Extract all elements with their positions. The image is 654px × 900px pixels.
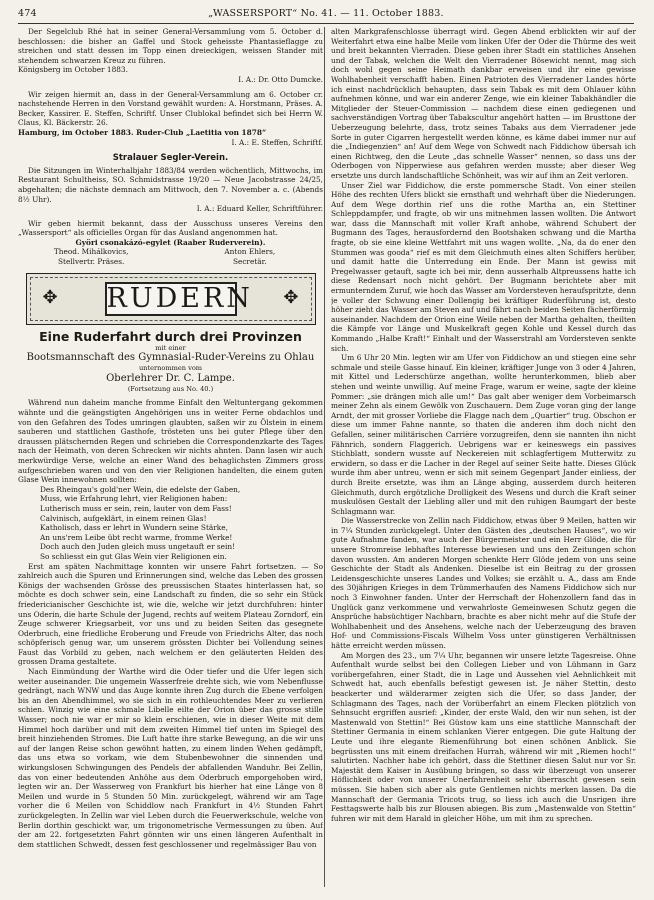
article-subtitle: Bootsmannschaft des Gymnasial-Ruder-Vereins zu Ohlau [26, 352, 315, 364]
signatory-secretary-role: Secretär. [232, 257, 267, 267]
article-paragraph: Um 6 Uhr 20 Min. legten wir am Ufer von Fiddichow an und stiegen eine sehr schmale und steile Gasse hinauf. Ein kleiner, kräftiger Junge von 3 oder 4 Jahren, mit Kittel und Lederschürze angethan, wollte herunterkommen, blieb aber stehen und weinte unwillig. Auf meine Frage, warum er weine, sagte der kleine Pommer: „sie drängen mich alle um!“ Das galt aber weniger dem Vorbeimarsch meiner Zehn als einem Gewölk von Zuschauern. Dem Zuge voran ging der lange Arndt, der mit grosser Vorliebe die Flagge nach dem „Quartier“ trug. Obschon er diese um immer Fahne nannte, so thaten die anderen ihm doch nicht den Gefallen, seiner militärischen Carrière vorzugreifen, denn sie nannten ihn nicht Fähnrich, sondern Flaggerich. Uebrigens war er keineswegs ein passives Stichblatt, sondern wusste auf Neckereien mit schlagfertigem Mutterwitz zu erwidern, so dass er die Lacher in der Regel auf seiner Seite hatte. Dieses Glück wurde ihm aber untreu, wenn er sich mit seinem Gegenpart Jander einliess, der durch Breite ersetzte, was ihm an Länge abging, ausserdem durch heiteren Gleichmuth, durch ergötzliche Drolligkeit des Wesens und durch die Kraft seiner muskulösen Gestalt der Liebling aller und mit den ruhigen Baumgart der beste Schlagmann war. [331, 353, 636, 516]
verse-line: So schliesst ein gut Glas Wein vier Religionen ein. [40, 551, 227, 561]
article-unternommen: unternommen vom [138, 364, 203, 373]
gyori-notice: Wir geben hiermit bekannt, dass der Ausschuss unseres Vereins den „Wassersport“ als officielles Organ für das Ausland angenommen hat. [18, 218, 323, 238]
article-continuation: (Fortsetzung aus No. 40.) [127, 384, 214, 393]
notice-laetitia: Wir zeigen hiermit an, dass in der General-Versammlung am 6. October cr. nachstehende Herren in den Vorstand gewählt wurden: A. Horstmann, Präses. A. Becker, Kassirer. E. Steffen, Schriftf. Unser Clublokal befindet sich bei Herrn W. Claus, Kl. Bäckerstr. 26. [18, 89, 323, 128]
verse-line: Lutherisch muss er sein, rein, lauter von dem Fass! [40, 503, 232, 513]
stralauer-heading: Stralauer Segler-Verein. [112, 153, 229, 164]
notice-segelclub-place: Königsberg im October 1883. [18, 65, 128, 75]
verse-line: An uns'rem Leibe übt recht warme, fromme Werke! [40, 532, 233, 542]
article-paragraph: Während nun daheim manche fromme Einfalt den Weltuntergang gekommen wähnte und die geängstigten Angehörigen uns in weiter Ferne obdachlos und von den Gefahren des Todes umringen glaubten, saßen wir zu Ölstein in einem sauberen und stattlichen Gasthofe, trösteten uns bei guter Pflege über den draussen plätschernden Regen und schrieben die Correspondenzkarte des Tages nach der Heimath, von deren Schrecken wir nichts ahnten. Dann lasen wir auch merkwürdige Verse, welche an einer Wand des behaglichsten Zimmers gross aufgeschrieben waren und von den vier Religionen handelten, die einem guten Glase Wein innewohnen sollten: [18, 398, 323, 485]
verse-line: Katholisch, dass er lehrt in Wundern seine Stärke, [40, 523, 228, 533]
left-column [18, 27, 323, 892]
article-author: Oberlehrer Dr. C. Lampe. [106, 372, 235, 384]
notice-segelclub: Der Segelclub Rhé hat in seiner General-Versammlung vom 5. October d. beschlossen: die bisher an Gaffel und Stock geheisste Phantasieflagge zu streichen und statt dessen im Topp einen dreieckigen, weissen Stander mit stehendem schwarzen Kreuz zu führen. [18, 27, 323, 65]
signatory-president: Theod. Mihálkovics, [53, 247, 129, 257]
article-paragraph: Erst am späten Nachmittage konnten wir unsere Fahrt fortsetzen. — So zahlreich auch die Spuren und Erinnerungen sind, welche das Leben des grossen Königs der wachsenden Grösse des preussischen Staates hinterlassen hat, so möchte es doch schwer sein, eine Landschaft zu finden, die so sehr ein Stück friedericianischer Geschichte ist, wie die, welche wir jetzt durchfuhren: hinter uns Oderin, die harte Schule der Jugend, rechts auf weitem Plateau Zorndorf, ein Zeuge schwerer Kriegsarbeit, vor uns und zu beiden Seiten das gesegnete Oderbruch, eine friedliche Eroberung und Freude von Friedrichs Alter, das noch schöpferisch genug war, um unserem grössten Dichter bei Vollendung seines Faust das Vorbild zu geben, nach welchem er den geläuterten Helden des grossen Drama gestaltete. [18, 561, 323, 667]
header-rule [18, 23, 634, 24]
article-paragraph: alten Markgrafenschlosse überragt wird. Gegen Abend erblickten wir auf der Weiterfahrt etwa eine halbe Meile vom linken Ufer der Oder die Thürme des weit und breit bekannten Vierraden. Diese geben ihrer Stadt ein stattliches Ansehen und der Tabak, welchen die Welt den Vierradener Bösewicht nennt, mag sich doch wohl gegen seine Heimath dankbar erweisen und ihr eine gewisse Wohlhabenheit verschafft haben. Einen Patrioten des Vierradener Landes hörte ich einst nachdrücklich behaupten, dass sein Tabak es mit dem Ohlauer kühn aufnehmen könne, und war ein anderer Zenge, wie ein kleiner Tabakhändler die Mitglieder der Steuer-Commission — nachdem diese einen gediegenen und sachverständigen Vortrag über Tabakscultur angehört hatten — im Brusttone der Ueberzeugung belehrte, dass, trotz seines Tabaks aus dem Vierradener jede Sorte in guter Cigarren hergestellt werden könne, es käme dabei immer nur auf die „Indiegenzien“ an! Auf dem Wege von Schwedt nach Fiddichow übersah ich einen Richtweg, den die Leute „das schnelle Wasser“ nennen, so dass uns der Oderbogen von Nipperwiese aus gefahren werden musste; aber dieser Weg ersetzte uns durch landschaftliche Schönheit, was wir auf ihm an Zeit verloren. [331, 27, 636, 180]
stralauer-signature: I. A.: Eduard Keller, Schriftführer. [196, 204, 323, 214]
article-paragraph: Am Morgen des 23., um 7¼ Uhr, begannen wir unsere letzte Tagesreise. Ohne Aufenthalt wurde selbst bei den Collegen Lieber und von Lühmann in Garz vorübergefahren, einer Stadt, die in Lage und Aussehen viel Aehnlichkeit mit Schwedt hat, auch ebenfalls befestigt gewesen ist. Je näher Stettin, desto beackerter und wälderarmer zeigten sich die Ufer, so dass Jander, der Schlagmann des Tages, nach der Vorüberfahrt an einem Flecken plötzlich von Sehnsucht ergriffen ausrief: „Kinder, der erste Wald, den wir nun sehen, ist der Mastenwald von Stettin!“ Bei Güstow kam uns eine stattliche Mannschaft der Stettiner Germania in einem schlanken Vierer entgegen. Die gute Haltung der Leute und ihre elegante Riemenführung bot einen schönen Anblick. Sie begrüssten uns mit einem dreifachen Hurrah, während wir mit „Riemen hoch!“ salutirten. Nachher habe ich gehört, dass die Stettiner diesen Salut nur vor Sr. Majestät dem Kaiser in Ausübung bringen, so dass wir überzeugt von unserer Höflichkeit oder von unserer Unerfahrenheit sehr überrascht gewesen sein müssen. Sie haben sich aber als gute Gentlemen nichts merken lassen. Da die Mannschaft der Germania Tricots trug, so liess ich auch die Unsrigen ihre Festtagswerte halb bis zur Blousen abiegen. Bis zum „Mastenwalde von Stettin“ fuhren wir mit dem Harald in gleicher Höhe, um mit ihm zu sprechen. [331, 650, 636, 823]
verse-line: Des Rheingau's gold'ner Wein, die edelste der Gaben, [40, 484, 241, 494]
running-header [18, 8, 634, 22]
right-column [331, 27, 636, 892]
notice-laetitia-line: Hamburg, im October 1883. Ruder-Club „Laetitia von 1878“ [18, 127, 267, 137]
stralauer-text: Die Sitzungen im Winterhalbjahr 1883/84 werden wöchentlich, Mittwochs, im Restaurant Schultheiss, SO. Schmidstrasse 19/20 — Neue Jacobstrasse 24/25, abgehalten; die nächste demnach am Mittwoch, den 7. November a. c. (Abends 8½ Uhr). [18, 165, 323, 204]
article-paragraph: Unser Ziel war Fiddichow, die erste pommersche Stadt. Von einer steilen Höhe des rechten Ufers blickt sie ernsthaft und wehrhaft über die Niederungen. Auf dem Wege dorthin rief uns die rothe Martha an, ein Stettiner Schleppdampfer, und fragte, ob wir uns mitnehmen lassen wollten. Die Antwort war, dass die Mannschaft mit voller Kraft anhobe, während Schubert der Bugmann des Tages, herausfordernd den Bootshaken schwang und die Martha fragte, ob sie eine kleine Wettfahrt mit uns wagen wollte. „Na, da do ener den Stummen was gooda“ rief es mit dem Gleichmuth eines alten Schiffers herüber, und damit hatte die Unterredung ein Ende. Der Mann ist gewiss mit Pregelwasser getauft, sagte ich bei mir, denn ausserhalb Altpreussens hatte ich diese Redensart noch nicht gehört. Der Bugmann berichtete aber mit ermunterndem Zuruf, wie hoch das Wasser am Vordersteven heraufspritzte, denn je voller der Schwung einer Dollengig bei kräftiger Ruderführung ist, desto höher zieht das Wasser am Steven auf und fährt nach beiden Seiten fächerförmig auseinander. Nachdem der Orion eine Weile neben der Martha gehalten, theilten die Kämpfe vor Länge und Muskelkraft gegen Kohle und Kessel durch das Kommando „Halbe Kraft!“ Einhalt und der Wasserstrahl am Vordersteven senkte sich. [331, 180, 636, 353]
column-divider [324, 27, 325, 887]
notice-laetitia-signature: I. A.: E. Steffen, Schriftf. [231, 137, 323, 147]
signatory-president-role: Stellvertr. Präses. [57, 257, 125, 267]
verse-line: Calvinisch, aufgeklärt, in einem reinen Glas! [40, 513, 207, 523]
article-mit: mit einer [155, 343, 186, 352]
wine-verse [18, 485, 323, 562]
rudern-banner-title: RUDERN [106, 282, 253, 314]
page-number: 474 [18, 8, 37, 19]
notice-segelclub-signature: I. A.: Dr. Otto Dumcke. [238, 74, 323, 84]
rudern-banner [26, 273, 316, 325]
oar-ornament-icon: ✥ [283, 286, 299, 308]
article-paragraph: Die Wasserstrecke von Zellin nach Fiddichow, etwas über 9 Meilen, hatten wir in 7¼ Stunden zurückgelegt. Unter den Gästen des „deutschen Hauses“, wo wir gute Aufnahme fanden, war auch der Bürgermeister und ein Herr Glöde, die für unsere Stromreise lebhaftes Interesse bewiesen und uns den Zeitungen schon davon wussten. Am anderen Morgen schenkte Herr Glöde jedem von uns seine Geschichte der Stadt als Andenken. Dieselbe ist ein Beitrag zu der grossen Leidensgeschichte unseres Landes und Volkes; sie erzählt u. A., dass am Ende des 30jährigen Krieges in dem Trümmerhaufen des Namens Fiddichow sich nur noch 3 Einwohner fanden. Unter der Herrschaft der Hohenzollern fand das in Unglück ganz verkommene und verwahrloste Gemeinwesen Schutz gegen die Ansprüche habsüchtiger Nachbarn, brachte es aber nicht mehr auf die Stufe der Wohlhabenheit und des Ansehens, welche nach der Ueberzeugung des braven Hof- und Commissions-Fiscals Wilhelm Voss unter günstigeren Verhältnissen hätte erreicht werden müssen. [331, 516, 636, 650]
gyori-signatures [18, 247, 323, 266]
article-paragraph: Nach Einmündung der Warthe wird die Oder tiefer und die Ufer legen sich weiter auseinander. Die ungemein Wasserfreie drehte sich, wie vom Nebenflusse gedrängt, nach WNW und das Auge konnte ihren Zug durch die Ebene verfolgen bis an den Abendhimmel, wo sie sich in ein rothleuchtendes Meer zu verlieren schien. Winzig wie eine schmale Libelle eilte der Orion über das grosse stille Wasser; noch nie war er mir so klein erschienen, wie in dieser Weite mit dem Himmel hoch darüber und mit dem zweiten Himmel tief unten im Spiegel des breit hinziehenden Stromes. Die Luft hatte ihre starke Bewegung, an die wir uns auf der langen Reise schon gewöhnt hatten, zu einem linden Wehen gedämpft, das uns etwa so vorkam, wie dem Stubenbewohner die sinnenden und wirkungslosen Schwingungen des Pendels der abfallenden Wanduhr. Bei Zellin, das von einer bedeutenden Anhöhe aus dem Oderbruch emporgehoben wird, legten wir an. Der Wasserweg von Frankfurt bis hierher hat eine Länge von 8 Meilen und wurde in 5 Stunden 50 Min. zurückgelegt, während wir am Tage vorher die 6 Meilen von Schiddlow nach Frankfurt in 4½ Stunden Fahrt zurückgelegten. In Zellin war viel Leben durch die Feuerwerkschule, welche von Berlin dorthin geschickt war, um trigonometrische Vermessungen zu üben. Auf der am 22. fortgesetzten Fahrt gönnten wir uns einen längeren Aufenthalt in dem stattlichen Schwedt, dessen fest geschlossener und regelmässiger Bau von [18, 667, 323, 849]
masthead-line: „WASSERSPORT“ No. 41. — 11. October 1883. [208, 8, 444, 19]
verse-line: Doch auch den Juden gleich muss ungetauft er sein! [40, 542, 236, 552]
verse-line: Muss, wie Erfahrung lehrt, vier Religionen haben: [40, 494, 228, 504]
gyori-club-name: Györi csonakázó-egylet (Raaber Ruderverein). [75, 237, 266, 247]
article-title: Eine Ruderfahrt durch drei Provinzen [39, 328, 302, 344]
signatory-secretary: Anton Ehlers, [224, 247, 276, 257]
oar-ornament-icon: ✥ [42, 286, 58, 308]
